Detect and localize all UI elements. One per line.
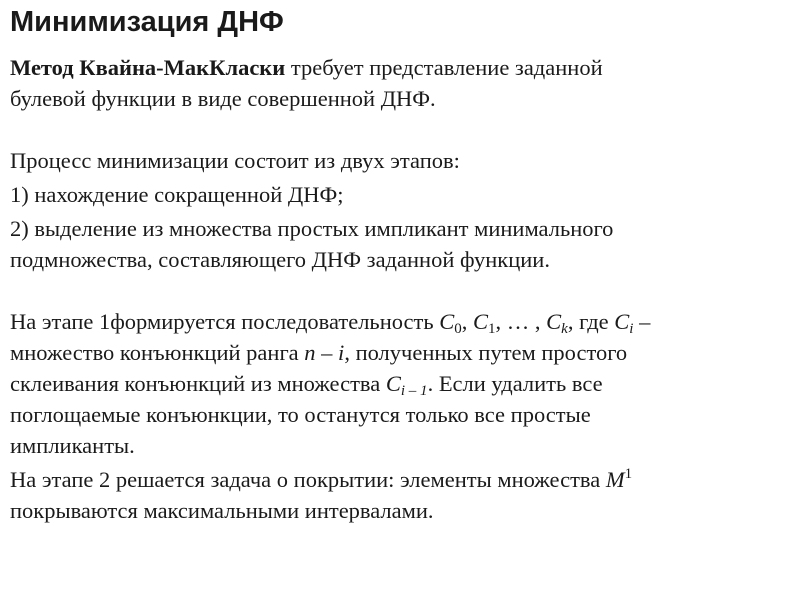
stage1-line-5: импликанты. [10, 433, 135, 458]
page-title: Минимизация ДНФ [10, 6, 284, 38]
process-step-2-line-2: подмножества, составляющего ДНФ заданной функции. [10, 247, 550, 272]
method-name: Метод Квайна-МакКласки [10, 55, 286, 80]
stage1-line-2: множество конъюнкций ранга n – i, полученных путем простого [10, 340, 628, 365]
spacer [10, 114, 795, 145]
body-text [10, 52, 795, 526]
stage2-line-2: покрываются максимальными интервалами. [10, 498, 434, 523]
stage1-line-4: поглощаемые конъюнкции, то останутся только все простые [10, 402, 591, 427]
process-heading: Процесс минимизации состоит из двух этапов: [10, 148, 460, 173]
intro-line-2: булевой функции в виде совершенной ДНФ. [10, 86, 436, 111]
stage2-line-1: На этапе 2 решается задача о покрытии: элементы множества $M^1$ [10, 466, 633, 492]
spacer [10, 275, 795, 306]
process-step-1: 1) нахождение сокращенной ДНФ; [10, 182, 344, 207]
intro-line-1: Метод Квайна-МакКласки требует представление заданной [10, 55, 603, 80]
stage1-line-1: На этапе 1формируется последовательность $C_0$, $C_1$, … , $C_k$, где $C_i$ – [10, 309, 651, 337]
process-step-2-line-1: 2) выделение из множества простых импликант минимального [10, 216, 614, 241]
stage1-line-3: склеивания конъюнкций из множества $C_{i - 1}$. Если удалить все [10, 371, 603, 399]
